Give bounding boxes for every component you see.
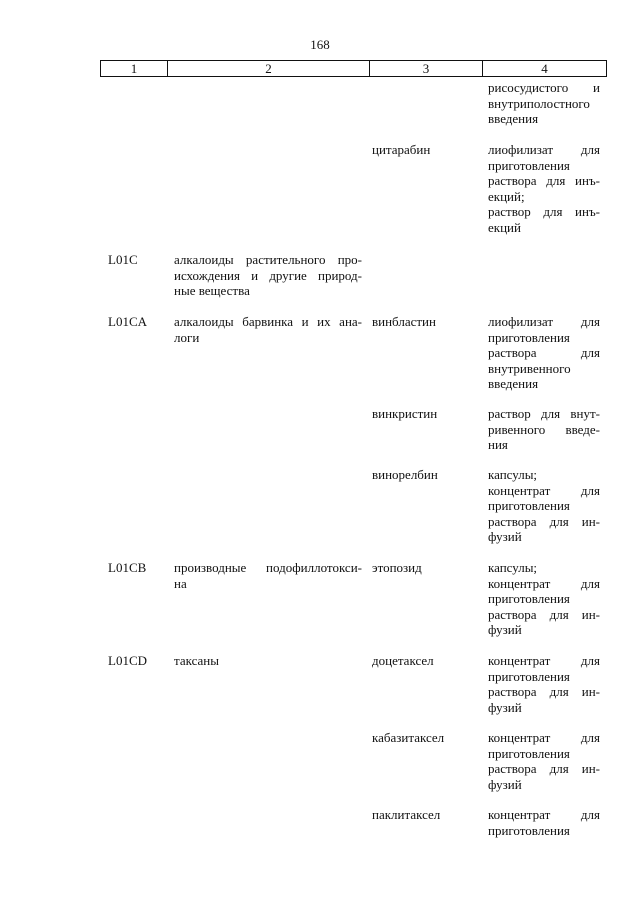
cell-line: внутриполостного [488, 95, 590, 111]
cell-line: ния [488, 437, 508, 452]
group-name-cell [174, 314, 362, 345]
cell-line: приготовления [488, 822, 570, 838]
cell-line: екций; [488, 188, 525, 204]
cell-line: раствора для ин- [488, 513, 600, 529]
cell-line: приготовления [488, 745, 570, 761]
page-number: 168 [310, 37, 330, 52]
drug-name-cell: цитарабин [372, 142, 431, 157]
cell-line: раствора для [488, 345, 600, 360]
cell-line: раствор для инъ- [488, 204, 600, 219]
drug-name-cell: винбластин [372, 314, 436, 329]
dosage-form-cell [488, 80, 600, 127]
dosage-form-cell [488, 406, 600, 453]
cell-line: приготовления [488, 498, 570, 513]
cell-line: приготовления [488, 329, 570, 345]
cell-line: алкалоиды растительного про- [174, 252, 362, 267]
cell-line: концентрат для [488, 730, 600, 745]
cell-line: ные вещества [174, 283, 250, 298]
drug-name-cell: паклитаксел [372, 807, 441, 822]
cell-line: екций [488, 219, 521, 235]
cell-line: внутривенного [488, 360, 571, 376]
drug-name-cell: винкристин [372, 406, 438, 421]
cell-line: фузий [488, 776, 522, 792]
dosage-form-cell [488, 560, 600, 638]
cell-line: раствора для ин- [488, 761, 600, 776]
cell-line: алкалоиды барвинка и их ана- [174, 314, 362, 329]
dosage-form-cell [488, 467, 600, 545]
cell-line: лиофилизат для [488, 314, 600, 329]
group-name-cell [174, 653, 362, 669]
cell-line: производные подофиллотокси- [174, 560, 362, 575]
cell-line: лиофилизат для [488, 142, 600, 157]
drug-name-cell: винорелбин [372, 467, 438, 482]
cell-line: фузий [488, 699, 522, 715]
cell-line: приготовления [488, 591, 570, 606]
dosage-form-cell [488, 314, 600, 392]
cell-line: рисосудистого и [488, 80, 600, 95]
column-header-row [101, 61, 607, 77]
cell-line: введения [488, 376, 539, 391]
cell-line: концентрат для [488, 575, 600, 591]
cell-line: раствор для внут- [488, 406, 600, 421]
column-header-1: 1 [101, 61, 168, 77]
cell-line: фузий [488, 529, 522, 544]
dosage-form-cell [488, 653, 600, 715]
drug-name-cell: кабазитаксел [372, 730, 445, 745]
cell-line: раствора для инъ- [488, 173, 600, 188]
column-header-4: 4 [483, 61, 607, 77]
group-name-cell [174, 252, 362, 299]
column-header-2: 2 [168, 61, 370, 77]
dosage-form-cell [488, 142, 600, 235]
cell-line: концентрат для [488, 807, 600, 822]
atc-code-cell: L01CD [108, 653, 147, 668]
group-name-cell [174, 560, 362, 591]
dosage-form-cell [488, 730, 600, 792]
cell-line: введения [488, 111, 539, 126]
cell-line: раствора для ин- [488, 606, 600, 622]
dosage-form-cell [488, 807, 600, 838]
cell-line: логи [174, 329, 200, 345]
cell-line: фузий [488, 622, 522, 637]
cell-line: концентрат для [488, 482, 600, 498]
drug-name-cell: этопозид [372, 560, 422, 575]
cell-line: приготовления [488, 668, 570, 684]
cell-line: приготовления [488, 157, 570, 173]
atc-code-cell: L01CB [108, 560, 147, 575]
cell-line: капсулы; [488, 467, 538, 482]
drug-name-cell: доцетаксел [372, 653, 434, 668]
cell-line: на [174, 575, 187, 591]
column-header-3: 3 [370, 61, 483, 77]
cell-line: капсулы; [488, 560, 538, 575]
cell-line: раствора для ин- [488, 684, 600, 699]
cell-line: концентрат для [488, 653, 600, 668]
cell-line: исхождения и другие природ- [174, 267, 362, 283]
atc-code-cell: L01CA [108, 314, 147, 329]
column-header-table [100, 60, 607, 77]
cell-line: ривенного введе- [488, 421, 600, 437]
atc-code-cell: L01C [108, 252, 138, 267]
cell-line: таксаны [174, 653, 219, 668]
